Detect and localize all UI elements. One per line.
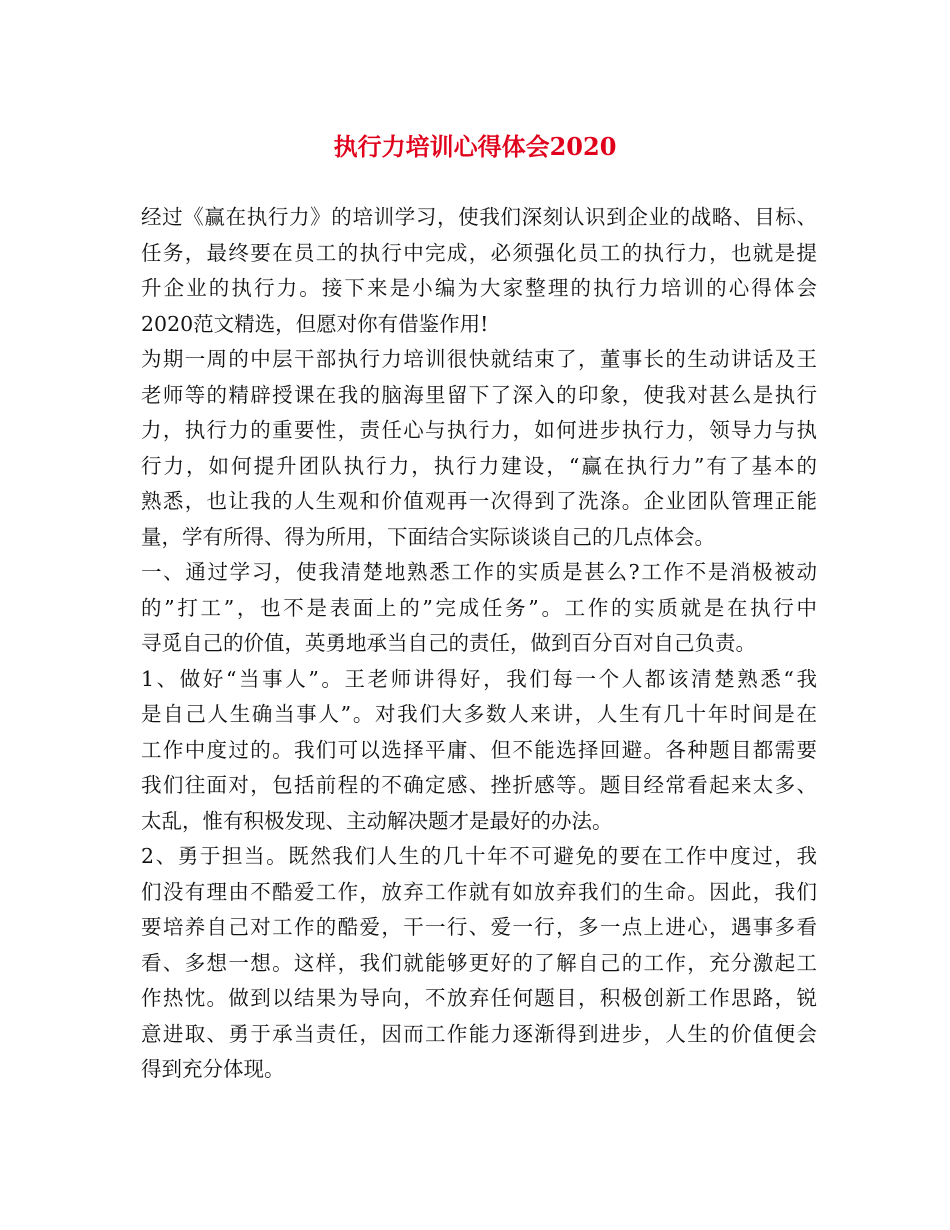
document-title: 执行力培训心得体会2020 (333, 132, 617, 161)
text-line: 2、勇于担当。既然我们人生的几十年不可避免的要在工作中度过，我 (141, 844, 817, 868)
text-line: 力，执行力的重要性，责任心与执行力，如何进步执行力，领导力与执 (141, 418, 817, 442)
text-line: 1、做好“当事人”。王老师讲得好，我们每一个人都该清楚熟悉“我 (141, 666, 817, 691)
text-line: 是自己人生确当事人”。对我们大多数人来讲，人生有几十年时间是在 (141, 702, 817, 726)
text-line: 太乱，惟有积极发现、主动解决题才是最好的办法。 (141, 808, 613, 833)
text-line: 为期一周的中层干部执行力培训很快就结束了，董事长的生动讲话及王 (141, 347, 817, 371)
text-line: 作热忱。做到以结果为导向，不放弃任何题目，积极创新工作思路，锐 (141, 986, 817, 1010)
text-line: 的”打工”，也不是表面上的”完成任务”。工作的实质就是在执行中 (141, 595, 817, 620)
text-line: 经过《赢在执行力》的培训学习，使我们深刻认识到企业的战略、目标、 (141, 205, 817, 229)
text-line: 们没有理由不酷爱工作，放弃工作就有如放弃我们的生命。因此，我们 (141, 879, 817, 904)
text-line: 行力，如何提升团队执行力，执行力建设，“赢在执行力”有了基本的 (141, 453, 817, 478)
text-line: 任务，最终要在员工的执行中完成，必须强化员工的执行力，也就是提 (141, 240, 817, 265)
text-line: 升企业的执行力。接下来是小编为大家整理的执行力培训的心得体会 (141, 276, 817, 300)
text-line: 2020范文精选，但愿对你有借鉴作用! (141, 311, 489, 336)
document-body (141, 200, 817, 1088)
text-line: 熟悉，也让我的人生观和价值观再一次得到了洗涤。企业团队管理正能 (141, 489, 817, 513)
text-line: 得到充分体现。 (141, 1057, 285, 1081)
text-line: 工作中度过的。我们可以选择平庸、但不能选择回避。各种题目都需要 (141, 737, 817, 762)
text-line: 寻觅自己的价值，英勇地承当自己的责任，做到百分百对自己负责。 (141, 631, 756, 655)
text-line: 看、多想一想。这样，我们就能够更好的了解自己的工作，充分激起工 (141, 950, 817, 975)
text-line: 我们往面对，包括前程的不确定感、挫折感等。题目经常看起来太多、 (141, 773, 817, 797)
text-line: 一、通过学习，使我清楚地熟悉工作的实质是甚么?工作不是消极被动 (141, 560, 817, 584)
text-line: 要培养自己对工作的酷爱，干一行、爱一行，多一点上进心，遇事多看 (141, 915, 817, 939)
text-line: 量，学有所得、得为所用，下面结合实际谈谈自己的几点体会。 (141, 524, 715, 549)
text-line: 意进取、勇于承当责任，因而工作能力逐渐得到进步，人生的价值便会 (141, 1021, 817, 1046)
text-line: 老师等的精辟授课在我的脑海里留下了深入的印象，使我对甚么是执行 (141, 382, 817, 407)
